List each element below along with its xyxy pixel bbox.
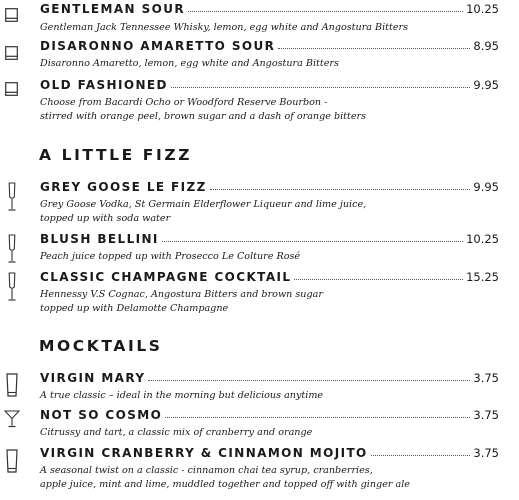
item-price: 3.75 xyxy=(473,371,499,385)
item-description xyxy=(40,288,500,315)
item-price: 10.25 xyxy=(466,2,499,16)
item-price: 3.75 xyxy=(473,408,499,422)
rocks-glass-icon xyxy=(5,82,18,96)
item-name: OLD FASHIONED xyxy=(40,78,168,92)
item-name: BLUSH BELLINI xyxy=(40,232,159,246)
item-name: CLASSIC CHAMPAGNE COCKTAIL xyxy=(40,270,292,284)
description-line: Choose from Bacardi Ocho or Woodford Reserve Bourbon - xyxy=(40,97,328,108)
item-price: 10.25 xyxy=(466,232,499,246)
leader-dots xyxy=(171,77,471,88)
description-line: apple juice, mint and lime, muddled together and topped off with ginger ale xyxy=(40,478,410,490)
item-price: 9.95 xyxy=(473,180,499,194)
item-description xyxy=(40,464,500,491)
description-line: topped up with Delamotte Champagne xyxy=(40,302,229,314)
item-name: VIRGIN MARY xyxy=(40,371,146,385)
item-name: GREY GOOSE LE FIZZ xyxy=(40,180,207,194)
leader-dots xyxy=(371,445,471,456)
leader-dots xyxy=(210,179,471,190)
item-name: DISARONNO AMARETTO SOUR xyxy=(40,39,276,53)
item-price: 9.95 xyxy=(473,78,499,92)
section-heading: MOCKTAILS xyxy=(39,337,163,355)
leader-dots xyxy=(148,370,470,381)
description-line: Disaronno Amaretto, lemon, egg white and Angostura Bitters xyxy=(40,58,339,69)
description-line: Citrussy and tart, a classic mix of cranberry and orange xyxy=(40,427,313,438)
champagne-flute-icon xyxy=(7,272,17,302)
item-description xyxy=(40,21,500,35)
description-line: stirred with orange peel, brown sugar and a dash of orange bitters xyxy=(40,110,367,122)
highball-glass-icon xyxy=(6,449,18,473)
description-line: A seasonal twist on a classic - cinnamon chai tea syrup, cranberries, xyxy=(40,465,373,476)
leader-dots xyxy=(188,1,463,12)
description-line: Hennessy V.S Cognac, Angostura Bitters and brown sugar xyxy=(40,289,323,300)
item-description xyxy=(40,198,500,225)
description-line: Peach juice topped up with Prosecco Le Colture Rosé xyxy=(40,251,301,262)
item-price: 15.25 xyxy=(466,270,499,284)
leader-dots xyxy=(278,38,470,49)
leader-dots xyxy=(165,407,470,418)
item-description xyxy=(40,96,500,123)
item-name: GENTLEMAN SOUR xyxy=(40,2,185,16)
item-price: 8.95 xyxy=(473,39,499,53)
description-line: Grey Goose Vodka, St Germain Elderflower Liqueur and lime juice, xyxy=(40,199,367,210)
champagne-flute-icon xyxy=(7,182,17,212)
item-description xyxy=(40,426,500,440)
leader-dots xyxy=(294,269,463,280)
item-description xyxy=(40,389,500,403)
item-description xyxy=(40,250,500,264)
description-line: Gentleman Jack Tennessee Whisky, lemon, egg white and Angostura Bitters xyxy=(40,22,409,33)
item-name: NOT SO COSMO xyxy=(40,408,163,422)
description-line: A true classic – ideal in the morning but delicious anytime xyxy=(40,390,324,401)
item-name: VIRGIN CRANBERRY & CINNAMON MOJITO xyxy=(40,446,368,460)
martini-glass-icon xyxy=(4,410,20,428)
champagne-flute-icon xyxy=(7,234,17,264)
item-price: 3.75 xyxy=(473,446,499,460)
highball-glass-icon xyxy=(6,373,18,397)
rocks-glass-icon xyxy=(5,8,18,22)
item-description xyxy=(40,57,500,71)
section-heading: A LITTLE FIZZ xyxy=(39,146,193,164)
description-line: topped up with soda water xyxy=(40,212,171,224)
rocks-glass-icon xyxy=(5,46,18,60)
leader-dots xyxy=(162,231,463,242)
